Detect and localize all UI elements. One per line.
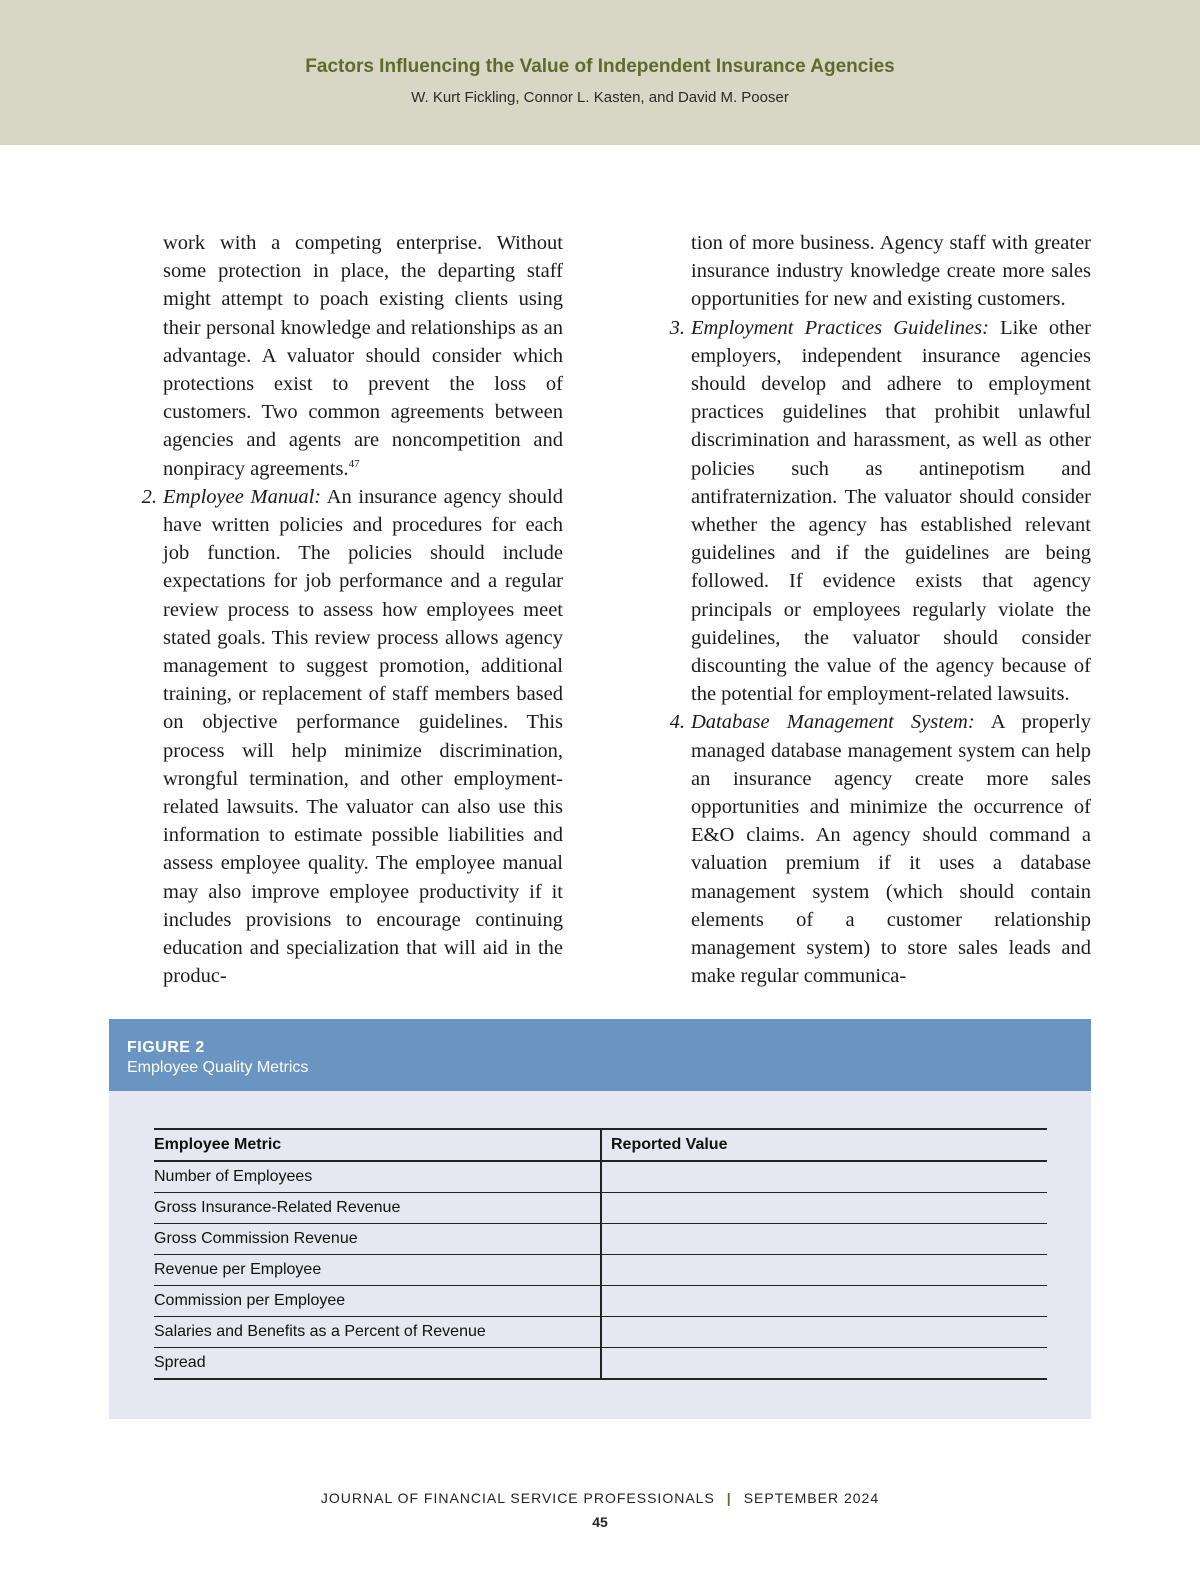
figure-label: FIGURE 2 <box>127 1039 205 1056</box>
table-row <box>154 1286 1047 1317</box>
list-item-title: Employment Practices Guidelines: <box>691 316 989 339</box>
article-title: Factors Influencing the Value of Independent Insurance Agencies <box>305 56 895 77</box>
header-band <box>0 0 1200 145</box>
list-item-title: Employee Manual: <box>163 485 322 508</box>
left-continuation-text: work with a competing enterprise. Without some protection in place, the departing staff might attempt to poach existing clients using their personal knowledge and relationships as an advantage. A valuator should consider which protections exist to prevent the loss of customers. Two common agreements between agencies and agents are noncompetition and nonpiracy agreements. <box>163 232 563 480</box>
metric-cell: Number of Employees <box>154 1161 601 1193</box>
metric-cell: Revenue per Employee <box>154 1255 601 1286</box>
value-cell <box>601 1193 1047 1224</box>
metric-cell: Salaries and Benefits as a Percent of Revenue <box>154 1317 601 1348</box>
footer-separator: | <box>726 1490 732 1506</box>
value-cell <box>601 1161 1047 1193</box>
column-header-value: Reported Value <box>601 1129 1047 1161</box>
list-number: 4. <box>669 711 685 734</box>
list-item-title: Database Management System: <box>691 711 975 734</box>
metrics-table <box>154 1128 1047 1380</box>
value-cell <box>601 1224 1047 1255</box>
figure-title: Employee Quality Metrics <box>127 1059 309 1076</box>
footnote-ref-47: 47 <box>348 457 360 470</box>
list-item-database-management <box>669 708 1091 990</box>
metric-cell: Commission per Employee <box>154 1286 601 1317</box>
metric-cell: Spread <box>154 1348 601 1380</box>
table-row <box>154 1317 1047 1348</box>
article-authors: W. Kurt Fickling, Connor L. Kasten, and David M. Pooser <box>411 89 789 106</box>
page-number: 45 <box>592 1514 608 1530</box>
list-number: 3. <box>669 316 685 339</box>
left-column <box>141 229 563 990</box>
figure-employee-quality-metrics <box>109 1019 1091 1419</box>
list-item-body: Like other employers, independent insurance agencies should develop and adhere to employment practices guidelines that prohibit unlawful discrimination and harassment, as well as other policies such as antinepotism and antifraternization. The valuator should consider whether the agency has established relevant guidelines and if the guidelines are being followed. If evidence exists that agency principals or employees regularly violate the guidelines, the valuator should consider discounting the value of the agency because of the potential for employment-related lawsuits. <box>691 316 1092 706</box>
list-item-employment-practices <box>669 314 1092 709</box>
journal-name: JOURNAL OF FINANCIAL SERVICE PROFESSIONALS <box>320 1490 715 1506</box>
value-cell <box>601 1255 1047 1286</box>
table-header-row <box>154 1129 1047 1161</box>
list-item-body: An insurance agency should have written policies and procedures for each job function. The policies should include expectations for job performance and a regular review process to assess how employees meet stated goals. This review process allows agency management to suggest promotion, additional training, or replacement of staff members based on objective performance guidelines. This process will help minimize discrimination, wrongful termination, and other employment-related lawsuits. The valuator can also use this information to estimate possible liabilities and assess employee quality. The employee manual may also improve employee productivity if it includes provisions to encourage continuing education and specialization that will aid in the produc- <box>163 485 563 988</box>
journal-footer <box>0 1490 1200 1506</box>
list-item-employee-manual <box>141 483 563 991</box>
right-column <box>669 229 1092 990</box>
value-cell <box>601 1317 1047 1348</box>
list-number: 2. <box>141 485 157 508</box>
table-row <box>154 1193 1047 1224</box>
table-row <box>154 1348 1047 1380</box>
value-cell <box>601 1286 1047 1317</box>
metric-cell: Gross Commission Revenue <box>154 1224 601 1255</box>
right-continuation-paragraph: tion of more business. Agency staff with greater insurance industry knowledge create more sales opportunities for new and existing customers. <box>691 232 1091 311</box>
issue-date: SEPTEMBER 2024 <box>743 1490 880 1506</box>
table-row <box>154 1224 1047 1255</box>
table-row <box>154 1255 1047 1286</box>
metric-cell: Gross Insurance-Related Revenue <box>154 1193 601 1224</box>
list-item-body: A properly managed database management system can help an insurance agency create more sales opportunities and minimize the occurrence of E&O claims. An agency should command a valuation premium if it uses a database management system (which should contain elements of a customer relationship management system) to store sales leads and make regular communica- <box>691 711 1091 988</box>
figure-header <box>109 1019 1091 1091</box>
table-row <box>154 1161 1047 1193</box>
left-continuation-paragraph <box>163 229 563 483</box>
column-header-metric: Employee Metric <box>154 1129 601 1161</box>
value-cell <box>601 1348 1047 1380</box>
